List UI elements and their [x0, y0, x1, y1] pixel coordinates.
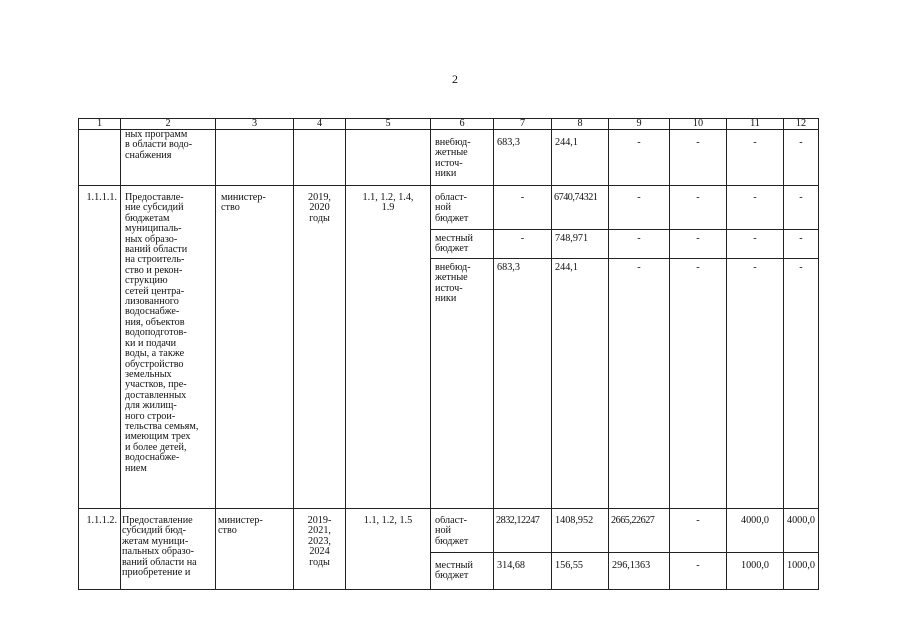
- value-col7: -: [520, 234, 525, 244]
- value-col10: -: [696, 138, 700, 148]
- value-col8: 244,1: [555, 263, 578, 273]
- funding-source: област- ной бюджет: [435, 516, 469, 547]
- funding-source: местный бюджет: [435, 561, 473, 582]
- value-col11: -: [753, 138, 757, 148]
- measure-name: Предоставление субсидий бюд- жетам муници- пальных образо- ваний области на приобретение и: [122, 516, 197, 579]
- subrow-divider: [430, 229, 819, 230]
- value-col10: -: [696, 234, 700, 244]
- value-col12: -: [799, 263, 803, 273]
- column-header: 11: [750, 119, 760, 129]
- value-col12: 4000,0: [786, 516, 815, 526]
- value-col8: 156,55: [555, 561, 584, 571]
- column-header: 8: [577, 119, 583, 129]
- column-header: 10: [692, 119, 704, 129]
- target-indicators: 1.1, 1.2, 1.4, 1.9: [362, 193, 414, 214]
- table-border-bottom: [78, 589, 819, 590]
- value-col9: -: [637, 234, 641, 244]
- value-col9: 2665,22627: [611, 516, 655, 526]
- column-header: 2: [165, 119, 171, 129]
- value-col8: 1408,952: [555, 516, 594, 526]
- row-divider: [78, 185, 819, 186]
- value-col12: 1000,0: [786, 561, 815, 571]
- column-header: 1: [96, 119, 103, 129]
- measure-name: Предоставле- ние субсидий бюджетам муниципаль- ных образо- ваний области на строитель- ство и рекон- струкцию сетей центра- лизованного водоснабже- ния, объектов водоподготов- ки и подачи воды, а также обустройство земельных участков, пре- доставленных для жилищ- ного строи- тельства семьям, имеющим трех и более детей, водоснабже- нием: [125, 193, 199, 474]
- value-col7: 314,68: [497, 561, 526, 571]
- value-col7: -: [520, 193, 525, 203]
- measure-number: 1.1.1.1.: [86, 193, 117, 203]
- column-header: 3: [251, 119, 258, 129]
- column-divider: [215, 118, 216, 590]
- value-col9: -: [637, 263, 641, 273]
- implementation-years: 2019, 2020 годы: [308, 193, 331, 224]
- subrow-divider: [430, 552, 819, 553]
- responsible-executor: министер- ство: [221, 193, 266, 214]
- row-divider: [78, 508, 819, 509]
- value-col11: -: [753, 234, 757, 244]
- column-header: 5: [385, 119, 391, 129]
- funding-source: внебюд- жетные источ- ники: [435, 138, 471, 180]
- value-col11: 4000,0: [740, 516, 769, 526]
- value-col11: -: [753, 263, 757, 273]
- column-header: 9: [636, 119, 642, 129]
- measure-name: ных программ в области водо- снабжения: [125, 130, 193, 161]
- column-header: 6: [459, 119, 465, 129]
- subrow-divider: [430, 258, 819, 259]
- column-divider: [120, 118, 121, 590]
- value-col12: -: [799, 138, 803, 148]
- page-number: 2: [452, 72, 458, 86]
- value-col9: -: [637, 138, 641, 148]
- value-col10: -: [696, 193, 700, 203]
- responsible-executor: министер- ство: [218, 516, 263, 537]
- value-col8: 6740,74321: [554, 193, 598, 203]
- column-divider: [493, 118, 494, 590]
- funding-source: внебюд- жетные источ- ники: [435, 263, 471, 305]
- value-col11: -: [753, 193, 757, 203]
- value-col10: -: [696, 263, 700, 273]
- value-col12: -: [799, 193, 803, 203]
- funding-source: местный бюджет: [435, 234, 473, 255]
- value-col12: -: [799, 234, 803, 244]
- column-divider: [608, 118, 609, 590]
- value-col10: -: [696, 561, 700, 571]
- value-col7: 683,3: [497, 138, 520, 148]
- table-border-right: [818, 118, 819, 590]
- budget-table: [78, 118, 819, 590]
- column-divider: [551, 118, 552, 590]
- value-col11: 1000,0: [740, 561, 769, 571]
- implementation-years: 2019- 2021, 2023, 2024 годы: [307, 516, 332, 568]
- column-divider: [430, 118, 431, 590]
- funding-source: област- ной бюджет: [435, 193, 469, 224]
- target-indicators: 1.1, 1.2, 1.5: [363, 516, 413, 526]
- column-header: 4: [316, 119, 323, 129]
- value-col7: 683,3: [497, 263, 520, 273]
- measure-number: 1.1.1.2.: [86, 516, 117, 526]
- column-header: 7: [519, 119, 526, 129]
- value-col9: 296,1363: [612, 561, 651, 571]
- value-col8: 748,971: [555, 234, 589, 244]
- value-col10: -: [696, 516, 700, 526]
- column-header: 12: [795, 119, 807, 129]
- value-col8: 244,1: [555, 138, 578, 148]
- value-col9: -: [637, 193, 641, 203]
- value-col7: 2832,12247: [496, 516, 540, 526]
